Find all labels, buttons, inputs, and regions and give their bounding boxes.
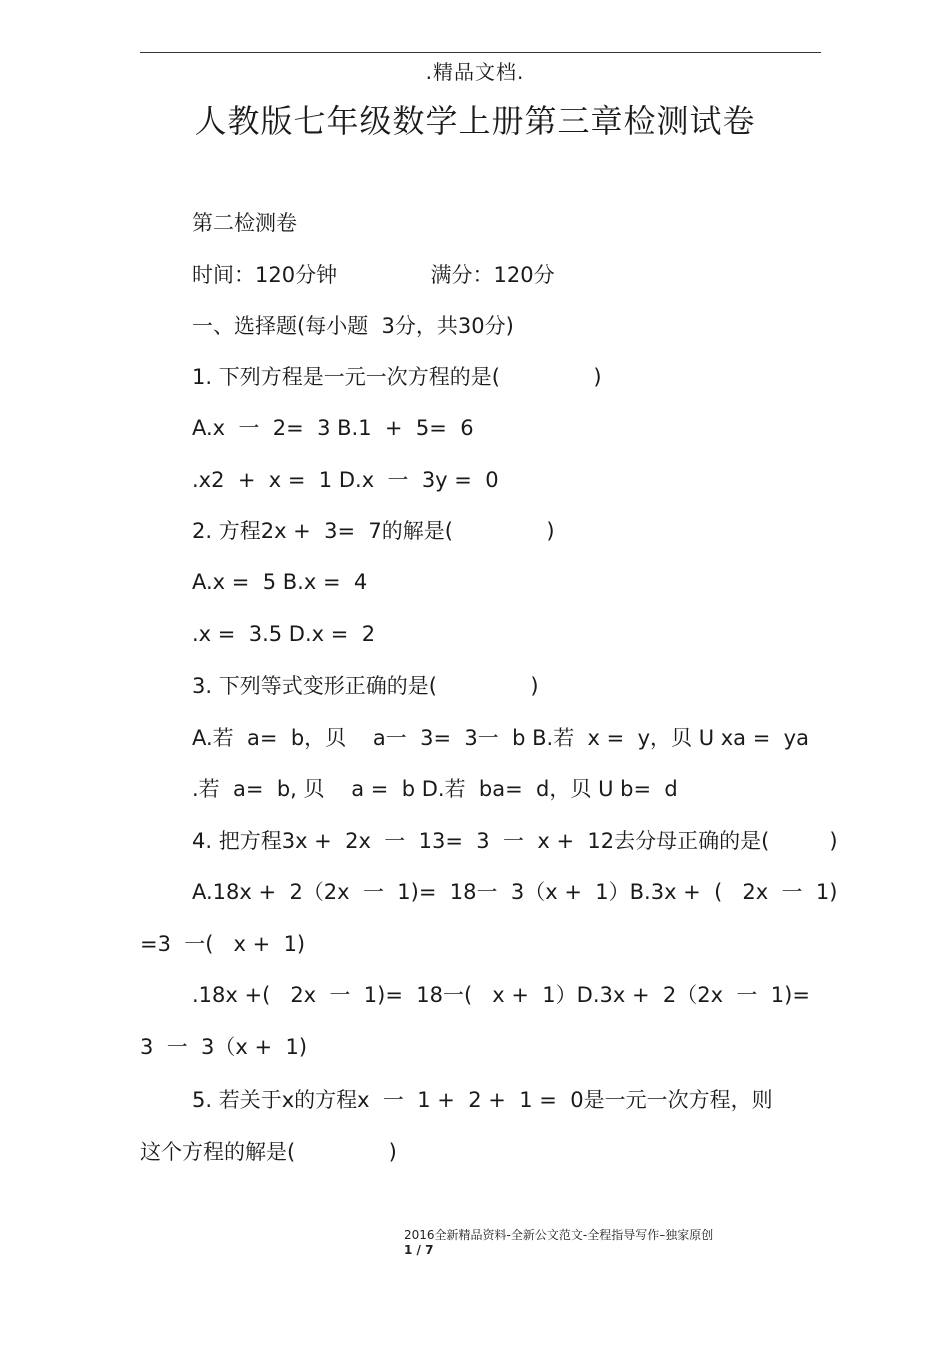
question-3-options-cd: .若 a= b, 贝 a = b D.若 ba= d，贝 U b= d <box>192 777 678 801</box>
question-3: 3. 下列等式变形正确的是( ) <box>192 674 539 698</box>
question-4-options-cd-cont: 3 一 3（x + 1) <box>140 1035 308 1059</box>
section-heading: 一、选择题(每小题 3分，共30分) <box>192 314 514 338</box>
question-1-options-ab: A.x 一 2= 3 B.1 + 5= 6 <box>192 416 474 440</box>
question-5-cont: 这个方程的解是( ) <box>140 1140 397 1164</box>
page-number: 1 / 7 <box>404 1243 434 1257</box>
question-2: 2. 方程2x + 3= 7的解是( ) <box>192 519 555 543</box>
question-3-options-ab: A.若 a= b，贝 a一 3= 3一 b B.若 x = y，贝 U xa = ya <box>192 726 809 750</box>
header-text: .精品文档. <box>425 60 525 84</box>
question-4-options-ab: A.18x + 2（2x 一 1)= 18一 3（x + 1）B.3x + ( 2x 一 1) <box>192 880 838 904</box>
question-4-options-cd: .18x +( 2x 一 1)= 18一( x + 1）D.3x + 2（2x 一 1)= <box>192 983 810 1007</box>
footer-text: 2016全新精品资料-全新公文范文-全程指导写作–独家原创 <box>404 1228 714 1242</box>
header-rule <box>140 52 821 53</box>
exam-info: 时间：120分钟 满分：120分 <box>192 263 555 287</box>
question-1: 1. 下列方程是一元一次方程的是( ) <box>192 365 602 389</box>
question-2-options-cd: .x = 3.5 D.x = 2 <box>192 622 376 646</box>
question-1-options-cd: .x2 + x = 1 D.x 一 3y = 0 <box>192 468 499 492</box>
question-5: 5. 若关于x的方程x 一 1 + 2 + 1 = 0是一元一次方程，则 <box>192 1088 773 1112</box>
question-4-options-ab-cont: =3 一( x + 1) <box>140 932 306 956</box>
question-2-options-ab: A.x = 5 B.x = 4 <box>192 570 368 594</box>
question-4: 4. 把方程3x + 2x 一 13= 3 一 x + 12去分母正确的是( ) <box>192 829 838 853</box>
document-title: 人教版七年级数学上册第三章检测试卷 <box>194 102 756 140</box>
section-subtitle: 第二检测卷 <box>192 211 297 235</box>
